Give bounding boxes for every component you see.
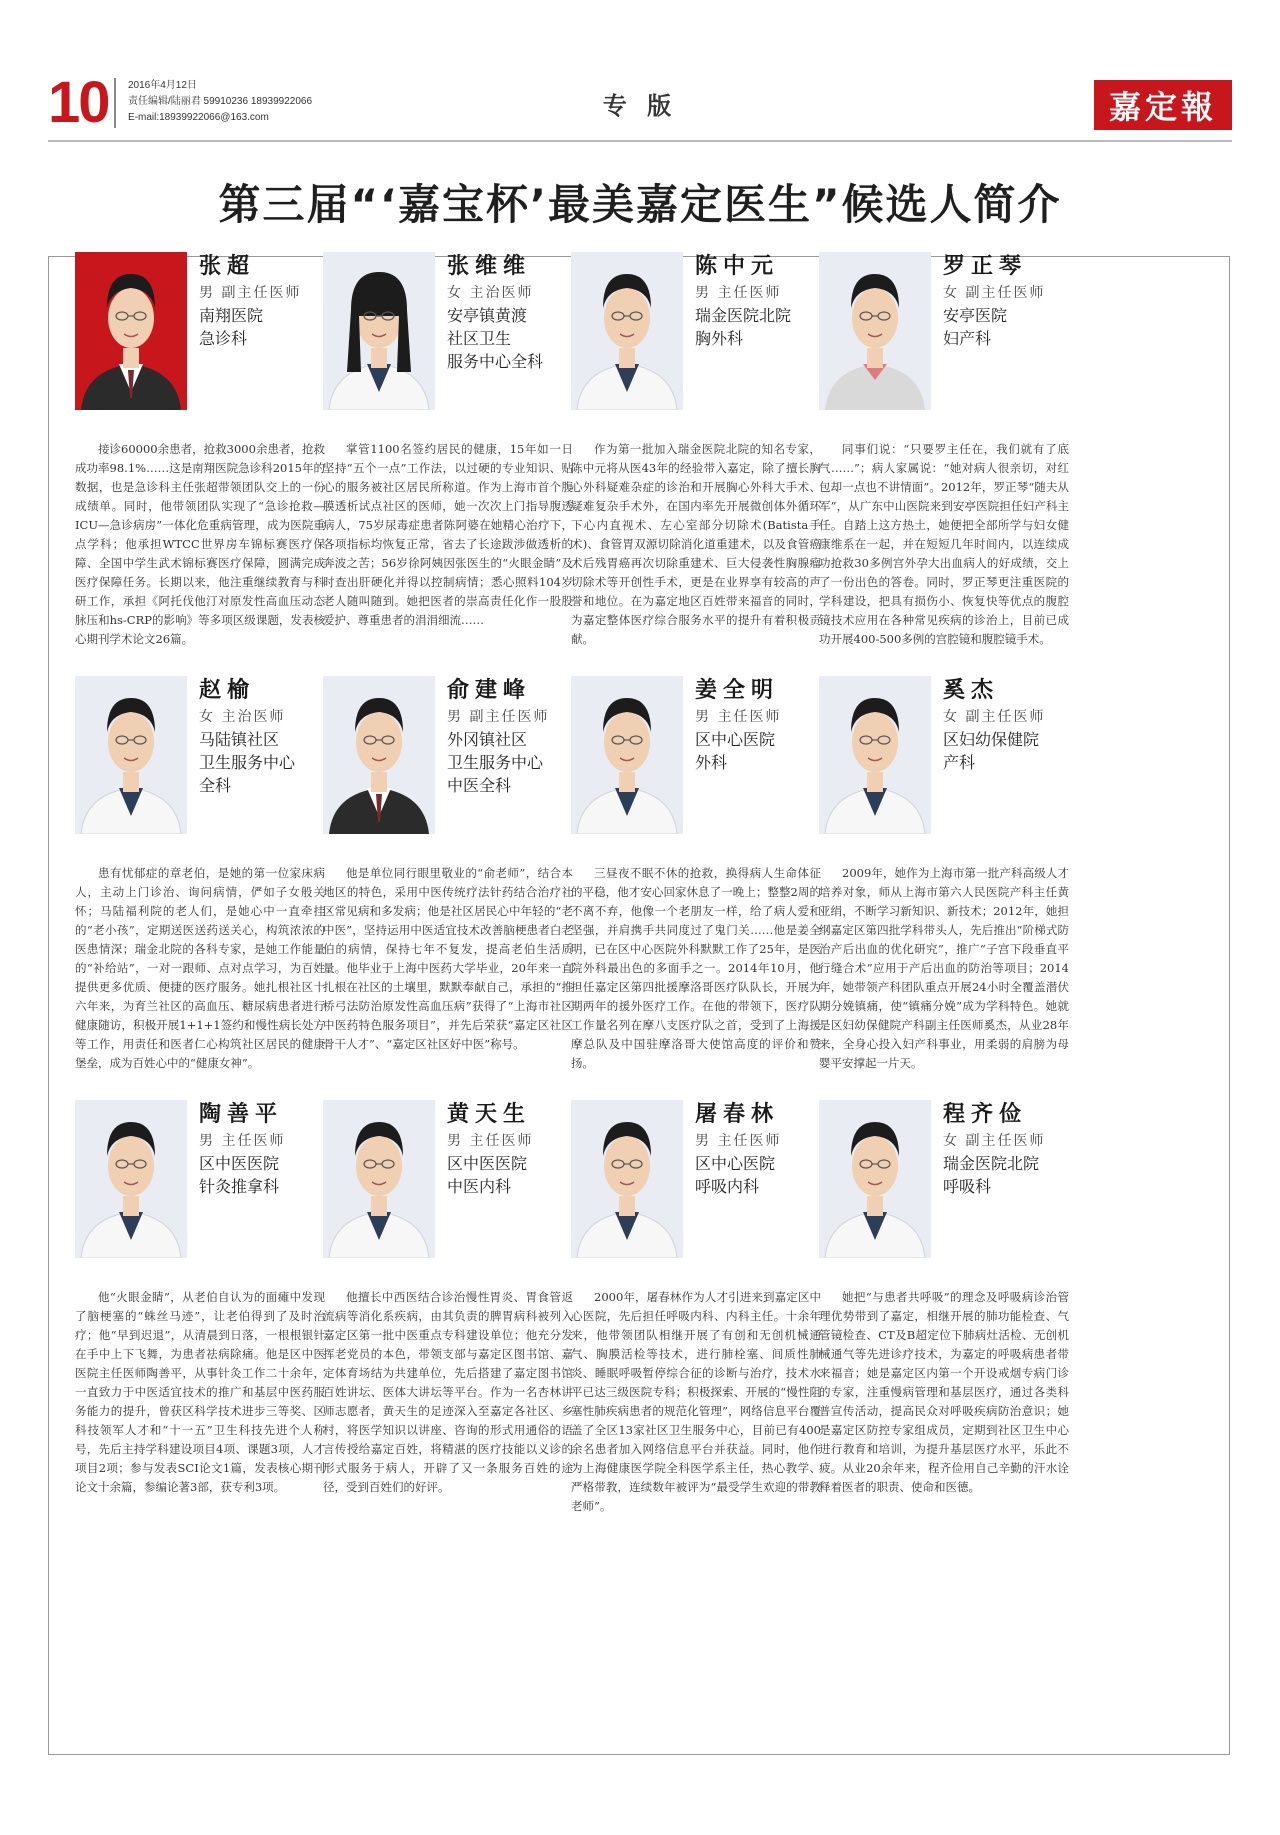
candidate-unit-line: 胸外科 [695,329,744,348]
candidate-card [819,1100,1089,1570]
candidate-role: 女 副主任医师 [943,1133,1046,1149]
candidate-unit-line: 针灸推拿科 [199,1177,280,1196]
newspaper-logo: 嘉定報 [1094,80,1232,130]
candidate-name: 程齐俭 [943,1101,1028,1127]
candidate-unit-line: 区中医医院 [447,1154,528,1173]
candidate-unit-line: 马陆镇社区 [199,730,280,749]
candidate-role: 女 副主任医师 [943,709,1046,725]
candidate-role: 女 主治医师 [199,709,286,725]
candidate-unit-line: 卫生服务中心 [447,753,544,772]
candidate-info [943,676,1093,774]
candidate-unit-line: 外科 [695,753,728,772]
candidate-unit-line: 外冈镇社区 [447,730,528,749]
candidate-portrait [75,1100,187,1258]
candidate-portrait [571,1100,683,1258]
candidate-role: 女 主治医师 [447,285,534,301]
candidate-name: 罗正琴 [943,253,1028,279]
issue-date: 2016年4月12日 [128,80,197,91]
email-line: E-mail:18939922066@163.com [128,112,269,123]
candidate-unit-line: 卫生服务中心 [199,753,296,772]
candidate-card [323,676,593,1146]
page-number: 10 [48,70,109,135]
candidate-unit-line: 区妇幼保健院 [943,730,1040,749]
candidate-unit-line: 急诊科 [199,329,248,348]
candidate-name: 张维维 [447,253,532,279]
candidate-role: 男 主任医师 [695,285,782,301]
candidate-unit-line: 区中心医院 [695,730,776,749]
candidate-unit-line: 妇产科 [943,329,992,348]
candidate-portrait [819,676,931,834]
candidate-bio: 2000年，屠春林作为人才引进来到嘉定区中心医院，先后担任呼吸内科、内科主任。十余年来，他带领团队相继开展了有创和无创机械通气、胸膜活检等技术，进行肺栓塞、间质性肺炎、睡眠呼吸暂停综合征的诊断与治疗，技术水平已达三级医院专科；积极探索、开展的“慢性阻塞性肺疾病患者的规范化管理”，网络信息平台覆盖了全区13家社区卫生服务中心，目前已有400余名患者加入网络信息平台并获益。同时，他作为上海健康医学院全科医学系主任，热心教学、严格带教，连续数年被评为“最受学生欢迎的带教老师”。 [571,1290,821,1513]
candidate-card [323,252,593,722]
candidate-portrait [323,252,435,410]
candidate-portrait [819,1100,931,1258]
candidate-card [75,252,345,722]
candidate-name: 屠春林 [695,1101,780,1127]
candidate-card [819,252,1089,722]
candidate-bio: 同事们说：“只要罗主任在，我们就有了底气……”；病人家属说：“她对病人很亲切，对红包却一点也不讲情面”。2012年，罗正琴“随夫从军”，从广东中山医院来到安亭医院担任妇产科主任。自踏上这方热土，她便把全部所学与妇女健康维系在一起，并在短短几年时间内，以连续成功抢救30多例宫外孕大出血病人的好成绩，交上了一份出色的答卷。同时，罗正琴更注重医院的学科建设，把具有损伤小、恢复快等优点的腹腔镜技术应用在各种常见疾病的诊治上，目前已成功开展400-500多例的宫腔镜和腹腔镜手术。 [819,442,1069,646]
candidate-unit-line: 瑞金医院北院 [695,306,792,325]
candidate-bio: 他擅长中西医结合诊治慢性胃炎、胃食管返流病等消化系疾病，由其负责的脾胃病科被列入嘉定区第一批中医重点专科建设单位；他充分发挥老党员的本色，带领支部与嘉定区图书馆、嘉定体育场结为共建单位，先后搭建了嘉定图书馆百姓讲坛、医体大讲坛等平台。作为一名杏林讲师志愿者，黄天生的足迹深入至嘉定各社区、乡村，将医学知识以讲座、咨询的形式用通俗的语言传授给嘉定百姓，将精湛的医疗技能以义诊的形式服务于病人，开辟了又一条服务百姓的途径，受到百姓们的好评。 [323,1290,573,1494]
candidate-card [75,676,345,1146]
candidate-unit-line: 产科 [943,753,976,772]
candidate-unit-line: 区中心医院 [695,1154,776,1173]
candidate-card [819,676,1089,1146]
candidate-card [571,676,841,1146]
candidate-portrait [571,676,683,834]
candidate-role: 男 主任医师 [695,1133,782,1149]
candidate-portrait [323,1100,435,1258]
candidate-name: 陶善平 [199,1101,284,1127]
section-label: 专 版 [602,92,678,120]
candidate-portrait [571,252,683,410]
candidate-portrait [819,252,931,410]
candidate-name: 陈中元 [695,253,780,279]
candidate-role: 女 副主任医师 [943,285,1046,301]
candidate-bio: 三昼夜不眠不休的抢救，换得病人生命体征的平稳，他才安心回家休息了一晚上；整整2周的不离不弃，他像一个老朋友一样，给了病人爱和坚强，并肩携手共同度过了鬼门关……他是姜全明，已在区中心医院外科默默工作了25年，是医院外科最出色的多面手之一。2014年10月，他担任嘉定区第四批援摩洛哥医疗队队长，开展为期两年的援外医疗工作。在他的带领下，医疗队工作量名列在摩八支医疗队之首，受到了上海援摩总队及中国驻摩洛哥大使馆高度的评价和赞扬。 [571,866,821,1070]
candidate-role: 男 主任医师 [447,1133,534,1149]
candidate-role: 男 副主任医师 [199,285,302,301]
candidate-unit-line: 呼吸内科 [695,1177,760,1196]
candidate-unit-line: 全科 [199,776,232,795]
candidate-name: 赵榆 [199,677,256,703]
candidate-bio: 他是单位同行眼里敬业的“俞老师”，结合本地区的特色，采用中医传统疗法针药结合治疗社区常见病和多发病；他是社区居民心中年轻的“老中医”，坚持运用中医适宜技术改善脑梗患者白老伯的病情，保持七年不复发，提高老伯生活质量。他毕业于上海中医药大学毕业，20年来一直扎根在社区的土壤里，默默奉献自己，承担的“推桥弓法防治原发性高血压病”获得了“上海市社区中医药特色服务项目”，并先后荣获“嘉定区社区骨干人才”、“嘉定区社区好中医”称号。 [323,866,573,1051]
candidate-card [75,1100,345,1570]
candidate-card [323,1100,593,1570]
candidate-bio: 她把“与患者共呼吸”的理念及呼吸病诊治管理优势带到了嘉定，相继开展的肺功能检查、气管镜检查、CT及B超定位下肺病灶活检、无创机械通气等先进诊疗技术，为嘉定的呼吸病患者带来福音；她是嘉定区内第一个开设戒烟专病门诊的专家，注重慢病管理和基层医疗，通过各类科普宣传活动，提高民众对呼吸疾病防治意识；她是嘉定区防控专家组成员，定期到社区卫生中心进行教育和培训，为提升基层医疗水平，乐此不疲。从业20余年来，程齐俭用自己辛勤的汗水诠释着医者的职责、使命和医德。 [819,1290,1069,1494]
candidate-bio: 掌管1100名签约居民的健康，15年如一日坚持“五个一点”工作法，以过硬的专业知识、贴心的服务被社区居民所称道。作为上海市首个腹膜透析试点社区的医师，她一次次上门指导腹透病人，75岁尿毒症患者陈阿婆在她精心治疗下，各项指标均恢复正常，省去了长途跋涉做透析的奔波之苦；56岁徐阿姨因张医生的“火眼金睛”及时查出肝硬化并得以控制病情；悉心照料104岁老人随叫随到。她把医者的崇高责任化作一股股爱护、尊重患者的涓涓细流…… [323,442,573,627]
candidate-unit-line: 服务中心全科 [447,352,544,371]
candidate-unit-line: 安亭医院 [943,306,1008,325]
candidate-bio: 作为第一批加入瑞金医院北院的知名专家，陈中元将从医43年的经验带入嘉定，除了擅长胸心外科疑难杂症的诊治和开展胸心外科大手术、疑难复杂手术外，在国内率先开展微创体外循环下心内直视术、左心室部分切除术(Batista手术)、食管胃双源切除消化道重建术，以及食管癌术后残胃癌再次切除重建术、巨大侵袭性胸腺瘤切除术等开创性手术，更是在业界享有较高的声誉和地位。在为嘉定地区百姓带来福音的同时，为嘉定整体医疗综合服务水平的提升有着积极贡献。 [571,442,821,646]
candidate-info [943,252,1093,350]
candidate-bio: 他“火眼金睛”，从老伯自认为的面瘫中发现了脑梗塞的“蛛丝马迹”，让老伯得到了及时治疗；他“早到迟退”，从清晨到日落，一根根银针在手中上下飞舞，为患者祛病除痛。他是区中医医院主任医师陶善平，从事针灸工作二十余年，一直致力于中医适宜技术的推广和基层中医药服务能力的提升，曾获区科学技术进步三等奖、区科技领军人才和“十一五”卫生科技先进个人称号，先后主持学科建设项目4项、课题3项，人才项目2项；参与发表SCI论文1篇，发表核心期刊论文十余篇，参编论著3部，获专利3项。 [75,1290,325,1494]
candidate-unit-line: 社区卫生 [447,329,512,348]
candidate-card [571,1100,841,1570]
candidate-portrait [75,676,187,834]
candidate-name: 张超 [199,253,256,279]
candidate-card [571,252,841,722]
candidate-name: 姜全明 [695,677,780,703]
candidate-role: 男 主任医师 [199,1133,286,1149]
candidate-role: 男 主任医师 [695,709,782,725]
candidate-role: 男 副主任医师 [447,709,550,725]
candidate-name: 奚杰 [943,677,1000,703]
candidate-unit-line: 呼吸科 [943,1177,992,1196]
candidate-unit-line: 中医全科 [447,776,512,795]
candidate-unit-line: 瑞金医院北院 [943,1154,1040,1173]
candidate-portrait [75,252,187,410]
candidate-name: 俞建峰 [447,677,532,703]
candidate-unit-line: 南翔医院 [199,306,264,325]
candidate-info [943,1100,1093,1198]
candidate-bio: 接诊60000余患者，抢救3000余患者，抢救成功率98.1%……这是南翔医院急诊科2015年的数据，也是急诊科主任张超带领团队交上的一份成绩单。同时，他带领团队实现了“急诊抢救—ICU—急诊病房”一体化危重病管理，成为医院重点学科；他承担WTCC世界房车锦标赛医疗保障、全国中学生武术锦标赛医疗保障，圆满完成医疗保障任务。长期以来，他注重继续教育与科研工作，承担《阿托伐他汀对原发性高血压动态脉压和hs-CRP的影响》等多项区级课题，发表核心期刊学术论文26篇。 [75,442,325,646]
candidate-bio: 2009年，她作为上海市第一批产科高级人才培养对象，师从上海市第六人民医院产科主任黄亚绢，不断学习新知识、新技术；2012年，她担纲嘉定区第四批学科带头人，先后推出“阶梯式防治产后出血的优化研究”，推广“子宫下段垂直平行缝合术”应用于产后出血的防治等项目；2014年，她带领产科团队重点开展24小时全覆盖潜伏期分娩镇痛，使“镇痛分娩”成为学科特色。她就是区妇幼保健院产科副主任医师奚杰，从业28年来，全身心投入妇产科事业，用柔弱的肩膀为母婴平安撑起一片天。 [819,866,1069,1070]
header-rule [48,140,1232,142]
page-headline: 第三届“‘嘉宝杯’最美嘉定医生”候选人简介 [218,180,1062,229]
candidate-name: 黄天生 [447,1101,532,1127]
candidate-unit-line: 中医内科 [447,1177,512,1196]
candidate-unit-line: 区中医医院 [199,1154,280,1173]
candidate-bio: 患有忧郁症的章老伯，是她的第一位家床病人，主动上门诊治、询问病情，俨如子女般关怀；马陆福利院的老人们，是她心中一直牵挂的“老小孩”，定期送医送药送关心，构筑浓浓的医患情深；瑞金北院的各科专家，是她工作能量的“补给站”，一对一跟师、点对点学习，为百姓提供更多优质、便捷的医疗服务。她扎根社区十六年来，为育兰社区的高血压、糖尿病患者进行健康随访，积极开展1+1+1签约和慢性病长处方等工作，用责任和医者仁心构筑社区居民的健康堡垒，成为百姓心中的“健康女神”。 [75,866,325,1070]
editor-line: 责任编辑/陆丽君 59910236 18939922066 [128,96,313,107]
candidate-portrait [323,676,435,834]
candidate-unit-line: 安亭镇黄渡 [447,306,528,325]
